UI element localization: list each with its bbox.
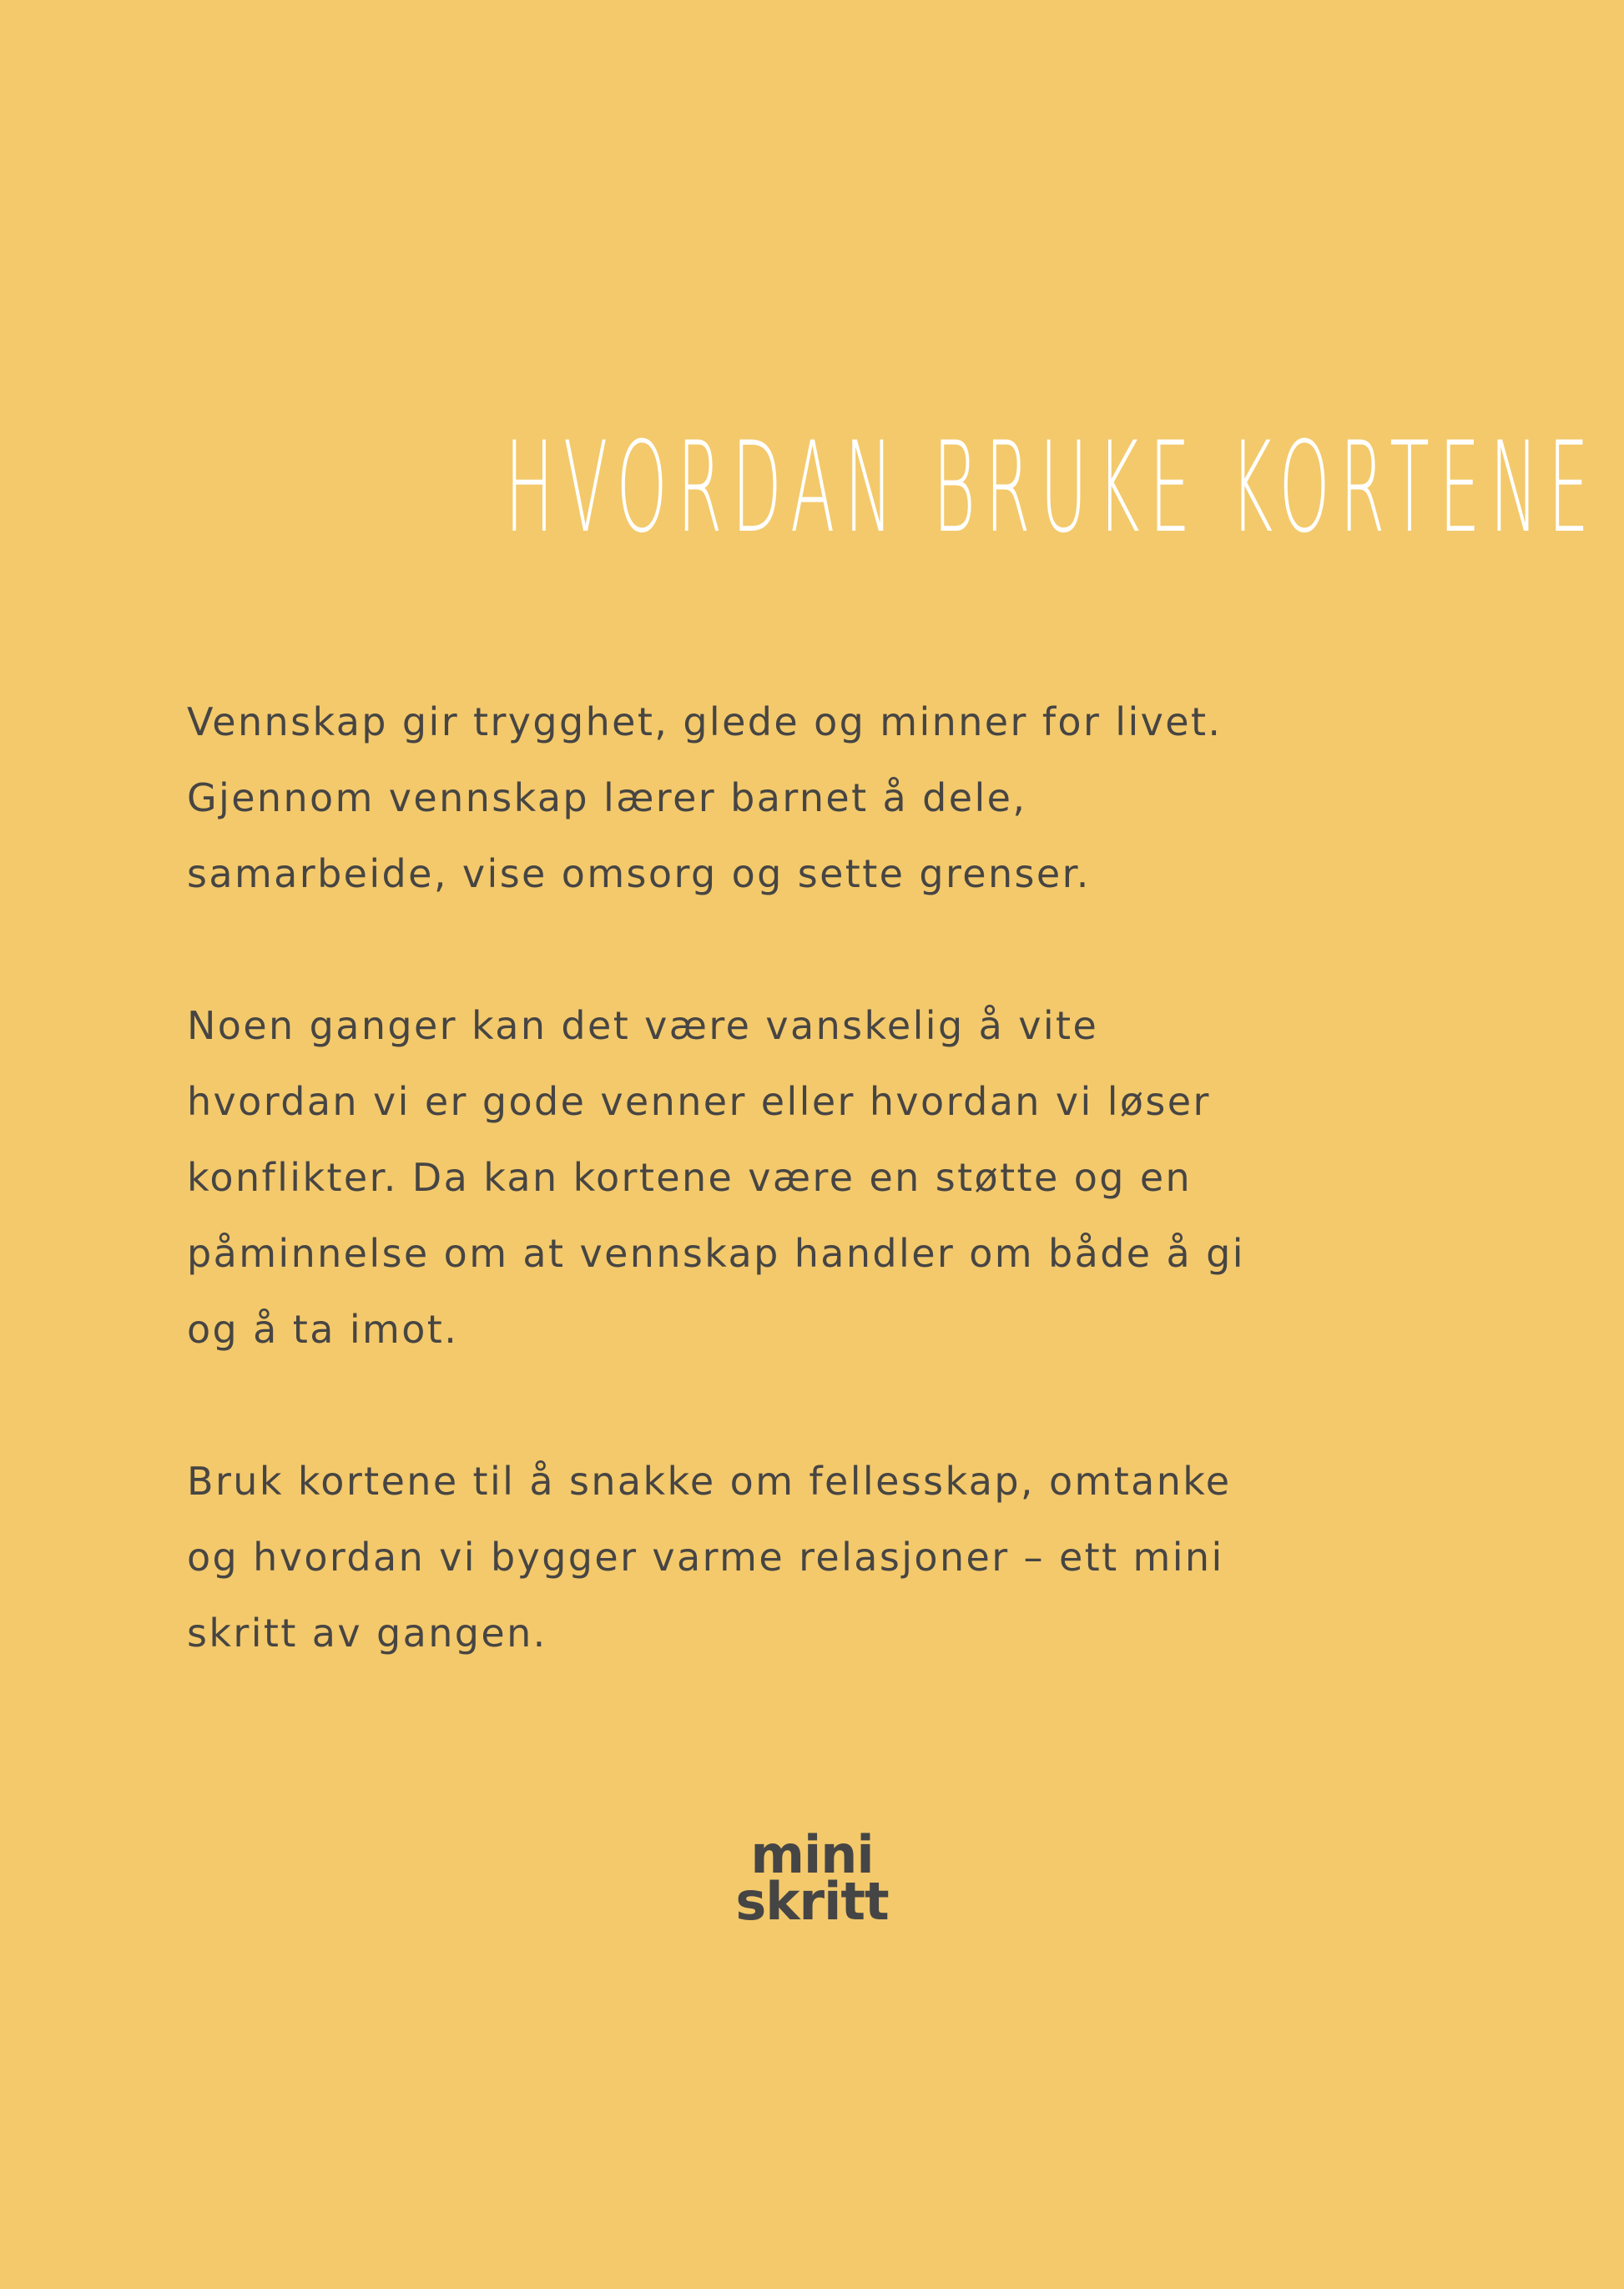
paragraph	[187, 1444, 1489, 1671]
text-line: Gjennom vennskap lærer barnet å dele,	[187, 775, 1027, 820]
page-title: HVORDAN BRUKE KORTENE	[504, 430, 1599, 547]
text-line: Bruk kortene til å snakke om fellesskap, omtanke	[187, 1459, 1232, 1504]
text-line: Vennskap gir trygghet, glede og minner for livet.	[187, 699, 1223, 744]
text-line: og å ta imot.	[187, 1307, 459, 1352]
paragraph	[187, 988, 1489, 1368]
paragraph	[187, 684, 1489, 912]
text-line: Noen ganger kan det være vanskelig å vite	[187, 1003, 1099, 1048]
logo-word-skritt: skritt	[735, 1871, 889, 1932]
text-line: samarbeide, vise omsorg og sette grenser.	[187, 851, 1091, 896]
page-title-container	[0, 430, 1624, 547]
text-line: konflikter. Da kan kortene være en støtte og en	[187, 1155, 1193, 1200]
text-line: påminnelse om at vennskap handler om både å gi	[187, 1231, 1245, 1276]
text-line: og hvordan vi bygger varme relasjoner – ett mini	[187, 1535, 1224, 1580]
brand-logo	[0, 1824, 1624, 1932]
logo-word-mini: mini	[750, 1824, 874, 1885]
body-text	[187, 684, 1489, 1747]
text-line: skritt av gangen.	[187, 1611, 547, 1656]
text-line: hvordan vi er gode venner eller hvordan vi løser	[187, 1079, 1211, 1124]
